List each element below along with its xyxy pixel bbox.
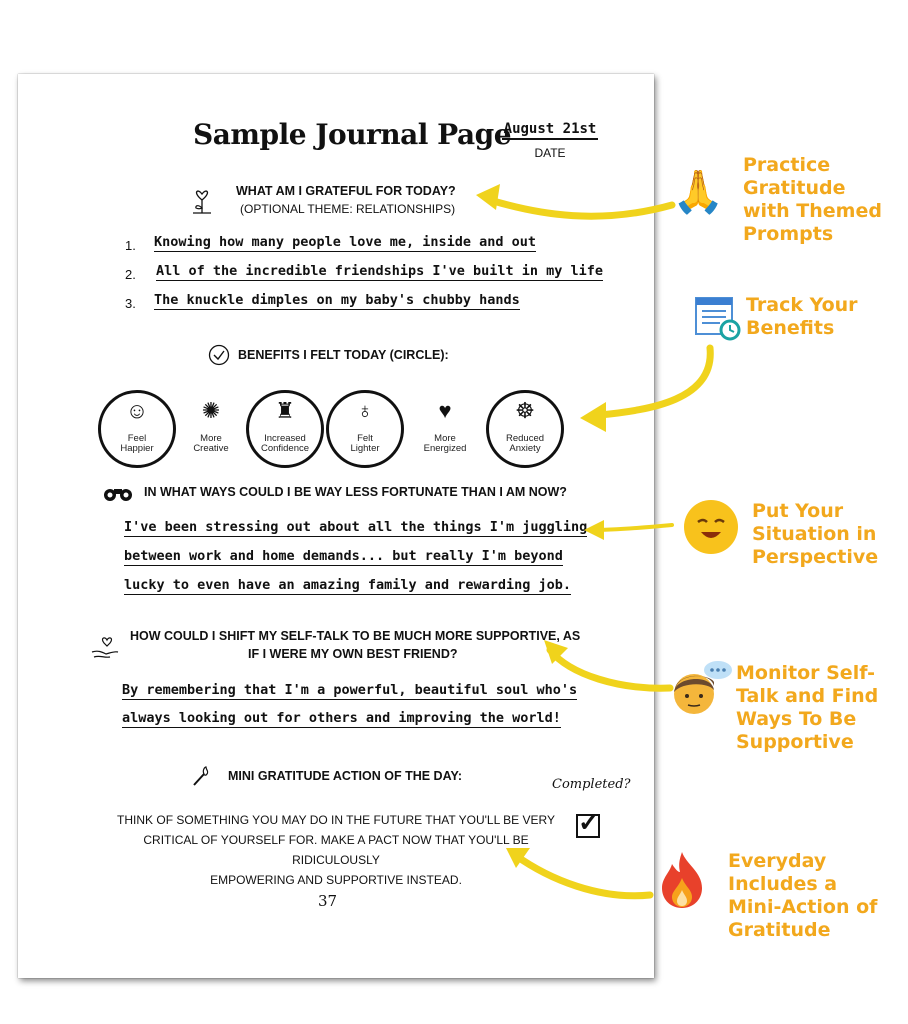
callout-action: Everyday Includes a Mini-Action of Gratitude bbox=[728, 850, 878, 941]
praying-hands-icon: 🙏 bbox=[672, 168, 725, 215]
brain-circuit-icon: ✺ bbox=[201, 398, 221, 423]
superhero-icon: ♜ bbox=[275, 398, 295, 423]
meditation-icon: ☸ bbox=[515, 398, 535, 423]
gratitude-number: 2. bbox=[125, 267, 136, 282]
date-value: August 21st bbox=[502, 121, 598, 140]
balloons-icon: ♁ bbox=[356, 398, 374, 423]
benefit-label: Creative bbox=[193, 443, 229, 454]
callout-perspective: Put Your Situation in Perspective bbox=[752, 500, 879, 568]
perspective-line: between work and home demands... but really I'm beyond bbox=[124, 548, 563, 564]
action-heading: MINI GRATITUDE ACTION OF THE DAY: bbox=[228, 769, 463, 783]
perspective-heading: IN WHAT WAYS COULD I BE WAY LESS FORTUNATE THAN I AM NOW? bbox=[144, 485, 567, 499]
benefit-label: Happier bbox=[120, 443, 154, 454]
page-number: 37 bbox=[318, 892, 338, 910]
action-line: THINK OF SOMETHING YOU MAY DO IN THE FUTURE THAT YOU'LL BE VERY bbox=[117, 813, 555, 827]
callout-benefits: Track Your Benefits bbox=[746, 294, 858, 339]
benefit-label: Increased bbox=[264, 433, 306, 444]
heart-bolt-icon: ♥ bbox=[438, 398, 452, 423]
arrow-selftalk bbox=[550, 650, 670, 688]
benefit-label: Confidence bbox=[260, 443, 310, 454]
benefit-label: More bbox=[200, 433, 222, 444]
arrow-action bbox=[515, 855, 650, 896]
benefit-label: Energized bbox=[423, 443, 467, 454]
calendar-clock-icon bbox=[694, 296, 742, 342]
callout-selftalk: Monitor Self- Talk and Find Ways To Be Supportive bbox=[736, 662, 879, 753]
callout-gratitude: Practice Gratitude with Themed Prompts bbox=[743, 154, 882, 245]
gratitude-item: The knuckle dimples on my baby's chubby hands bbox=[154, 292, 520, 308]
date-label: DATE bbox=[534, 146, 566, 160]
selftalk-line: By remembering that I'm a powerful, beautiful soul who's bbox=[122, 682, 578, 698]
gratitude-heading: WHAT AM I GRATEFUL FOR TODAY? bbox=[236, 184, 456, 198]
gratitude-number: 1. bbox=[125, 238, 136, 253]
arrow-benefits bbox=[600, 348, 710, 415]
gratitude-theme: (OPTIONAL THEME: RELATIONSHIPS) bbox=[240, 202, 456, 216]
thinking-person-icon bbox=[670, 660, 734, 722]
arrowhead bbox=[580, 402, 606, 432]
checkmark-icon: ✓ bbox=[578, 807, 600, 837]
selftalk-heading: HOW COULD I SHIFT MY SELF-TALK TO BE MUCH MORE SUPPORTIVE, AS bbox=[130, 629, 581, 643]
fire-icon bbox=[656, 850, 708, 910]
gratitude-item: Knowing how many people love me, inside and out bbox=[154, 234, 537, 250]
selftalk-line: always looking out for others and improving the world! bbox=[122, 710, 561, 726]
benefit-label: Reduced bbox=[505, 433, 545, 444]
arrowhead bbox=[476, 184, 500, 210]
selftalk-heading: IF I WERE MY OWN BEST FRIEND? bbox=[248, 647, 458, 661]
benefits-heading: BENEFITS I FELT TODAY (CIRCLE): bbox=[238, 348, 449, 362]
benefit-label: Felt bbox=[357, 433, 373, 444]
gratitude-item: All of the incredible friendships I've built in my life bbox=[156, 263, 604, 279]
benefit-label: Feel bbox=[127, 433, 147, 444]
action-line: EMPOWERING AND SUPPORTIVE INSTEAD. bbox=[210, 873, 462, 887]
perspective-line: I've been stressing out about all the things I'm juggling bbox=[124, 519, 588, 535]
action-line: CRITICAL OF YOURSELF FOR. MAKE A PACT NOW THAT YOU'LL BE RIDICULOUSLY bbox=[143, 833, 529, 867]
page-title: Sample Journal Page bbox=[193, 118, 512, 151]
smile-icon: ☺ bbox=[125, 398, 149, 423]
gratitude-number: 3. bbox=[125, 296, 136, 311]
benefit-label: More bbox=[434, 433, 456, 444]
perspective-line: lucky to even have an amazing family and rewarding job. bbox=[124, 577, 572, 593]
arrowhead bbox=[584, 520, 604, 540]
benefit-label: Lighter bbox=[350, 443, 380, 454]
benefit-label: Anxiety bbox=[509, 443, 541, 454]
arrow-gratitude bbox=[490, 200, 672, 216]
completed-label: Completed? bbox=[552, 777, 631, 792]
smiling-face-icon bbox=[684, 500, 738, 554]
